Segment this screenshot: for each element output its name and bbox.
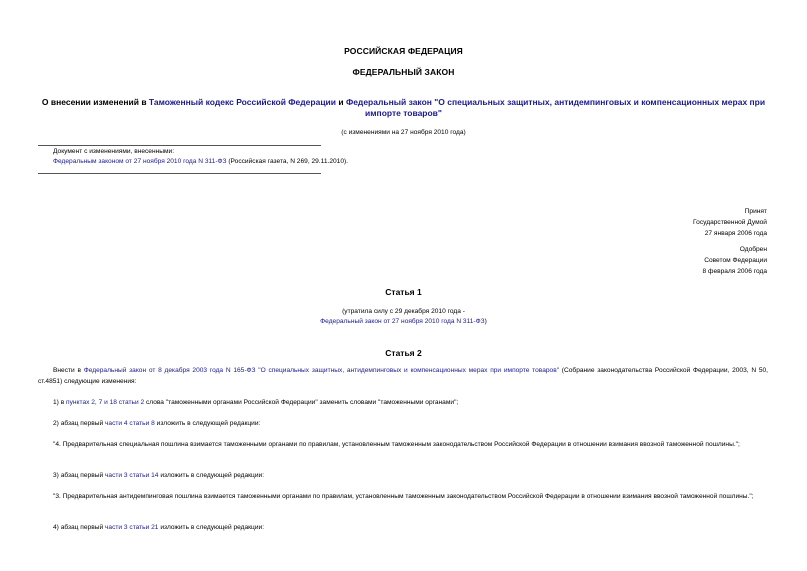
duma-line-3: 27 января 2006 года: [704, 230, 767, 237]
quote-3: "3. Предварительная антидемпинговая пошлина взимается таможенными органами по правилам, установленным таможенным законодательством Российской Федерации в отношении взимания ввозной таможенной пошлины.";: [53, 493, 754, 500]
intro-pre: Внести в: [53, 367, 84, 374]
item-4-pre: 4) абзац первый: [53, 524, 105, 531]
intro-post: (Собрание законодательства Российской Федерации, 2003, N 50, ст.4851) следующие изменения:: [38, 367, 768, 385]
changes-line: [53, 157, 348, 166]
amending-law-link[interactable]: Федеральным законом от 27 ноября 2010 года N 311-ФЗ: [53, 158, 227, 165]
item-4: [38, 523, 768, 534]
council-line-1: Одобрен: [739, 246, 767, 253]
council-approval: [703, 244, 767, 277]
article-1-status-end: ): [484, 318, 487, 325]
item-1-post: слова "таможенными органами Российской Федерации" заменить словами "таможенными органами";: [144, 399, 459, 406]
item-2: [38, 419, 768, 430]
federal-law-link[interactable]: Федеральный закон "О специальных защитных, антидемпинговых и компенсационных мерах при импорте товаров": [345, 97, 766, 118]
article-1-status-line: [0, 317, 807, 326]
duma-adoption: [693, 206, 767, 239]
item-3-post: изложить в следующей редакции:: [158, 472, 265, 479]
customs-code-link[interactable]: Таможенный кодекс Российской Федерации: [148, 97, 336, 107]
country-heading: РОССИЙСКАЯ ФЕДЕРАЦИЯ: [344, 46, 463, 56]
article-2-heading: Статья 2: [385, 348, 422, 358]
item-1: [38, 398, 768, 409]
title-text-2: и: [336, 97, 346, 107]
item-2-pre: 2) абзац первый: [53, 420, 105, 427]
item-4-post: изложить в следующей редакции:: [158, 524, 265, 531]
changes-source: (Российская газета, N 269, 29.11.2010).: [226, 158, 349, 165]
council-line-2: Советом Федерации: [704, 257, 767, 264]
item-2-link[interactable]: части 4 статьи 8: [104, 420, 155, 427]
changes-top-rule: [38, 145, 321, 146]
duma-line-2: Государственной Думой: [693, 219, 767, 226]
title-text-1: О внесении изменений в: [41, 97, 149, 107]
duma-line-1: Принят: [744, 208, 767, 215]
changes-label: Документ с изменениями, внесенными:: [53, 148, 175, 155]
law-165-link[interactable]: Федеральный закон от 8 декабря 2003 года N 165-ФЗ "О специальных защитных, антидемпинговых и компенсационных мерах при импорте товаров": [83, 367, 560, 374]
item-3: [38, 471, 768, 482]
item-3-pre: 3) абзац первый: [53, 472, 105, 479]
article-1-status: (утратила силу с 29 декабря 2010 года -: [342, 308, 465, 315]
council-line-3: 8 февраля 2006 года: [702, 268, 767, 275]
item-1-pre: 1) в: [53, 399, 67, 406]
item-3-link[interactable]: части 3 статьи 14: [104, 472, 159, 479]
document-title: [40, 97, 767, 119]
item-4-link[interactable]: части 3 статьи 21: [104, 524, 159, 531]
doc-type-heading: ФЕДЕРАЛЬНЫЙ ЗАКОН: [352, 67, 455, 77]
item-2-post: изложить в следующей редакции:: [154, 420, 261, 427]
revision-note: (с изменениями на 27 ноября 2010 года): [341, 129, 466, 136]
quote-2: "4. Предварительная специальная пошлина взимается таможенными органами по правилам, установленным таможенным законодательством Российской Федерации в отношении взимания ввозной таможенной пошлины.";: [53, 441, 740, 448]
repeal-law-link[interactable]: Федеральный закон от 27 ноября 2010 года N 311-ФЗ: [320, 318, 485, 325]
item-1-link[interactable]: пунктах 2, 7 и 18 статьи 2: [66, 399, 145, 406]
article-2-intro: [38, 366, 768, 387]
article-1-heading: Статья 1: [385, 287, 422, 297]
changes-bottom-rule: [38, 173, 321, 174]
